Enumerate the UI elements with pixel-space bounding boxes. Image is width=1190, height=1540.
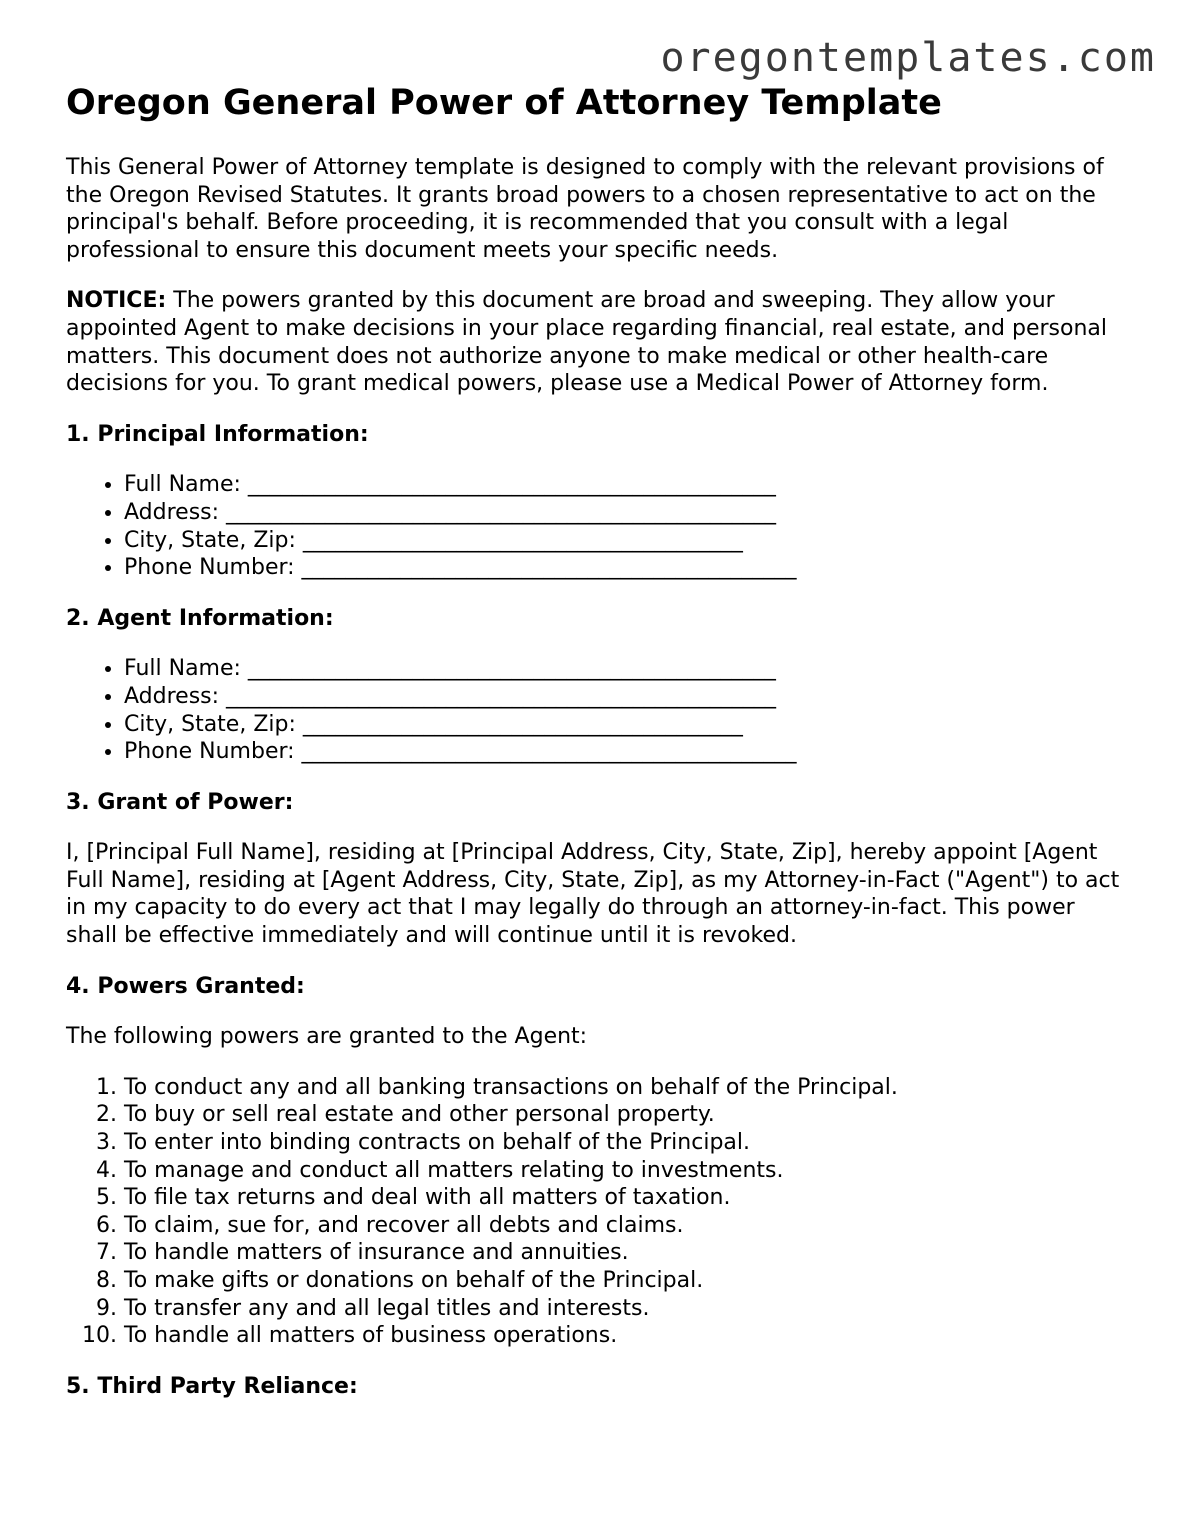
principal-fields-list — [66, 471, 1126, 581]
section-heading-agent: 2. Agent Information: — [66, 605, 334, 631]
notice-text: The powers granted by this document are broad and sweeping. They allow your appointed Agent to make decisions in your place regarding financial, real estate, and personal matters. This document does not authorize anyone to make medical or other health-care decisions for you. To grant medical powers, please use a Medical Power of Attorney form. — [66, 288, 1107, 397]
powers-list — [66, 1074, 1126, 1350]
agent-phone-field: • Phone Number: _____________________________________________ — [124, 738, 1126, 766]
principal-phone-field: • Phone Number: _____________________________________________ — [124, 554, 1126, 582]
principal-city-state-zip-field: • City, State, Zip: ________________________________________ — [124, 527, 1126, 555]
power-item: 2. To buy or sell real estate and other personal property. — [124, 1101, 1126, 1129]
power-item: 4. To manage and conduct all matters relating to investments. — [124, 1157, 1126, 1185]
section-heading-powers: 4. Powers Granted: — [66, 973, 305, 999]
agent-address-field: • Address: __________________________________________________ — [124, 683, 1126, 711]
agent-city-state-zip-field: • City, State, Zip: ________________________________________ — [124, 711, 1126, 739]
agent-full-name-field: • Full Name: ________________________________________________ — [124, 655, 1126, 683]
document-body — [66, 80, 1126, 1400]
principal-address-field: • Address: __________________________________________________ — [124, 499, 1126, 527]
intro-paragraph: This General Power of Attorney template is designed to comply with the relevant provisions of the Oregon Revised Statutes. It grants broad powers to a chosen representative to act on the principal's behalf. Before proceeding, it is recommended that you consult with a legal professional to ensure this document meets your specific needs. — [66, 155, 1104, 263]
section-heading-grant: 3. Grant of Power: — [66, 789, 294, 815]
power-item: 5. To file tax returns and deal with all matters of taxation. — [124, 1184, 1126, 1212]
power-item: 1. To conduct any and all banking transactions on behalf of the Principal. — [124, 1074, 1126, 1102]
power-item: 7. To handle matters of insurance and annuities. — [124, 1239, 1126, 1267]
notice-label: NOTICE: — [66, 288, 167, 314]
notice-paragraph — [66, 287, 1126, 397]
power-item: 6. To claim, sue for, and recover all debts and claims. — [124, 1212, 1126, 1240]
section-heading-third-party: 5. Third Party Reliance: — [66, 1373, 358, 1399]
site-watermark: oregontemplates.com — [660, 35, 1156, 81]
grant-paragraph: I, [Principal Full Name], residing at [Principal Address, City, State, Zip], hereby appoint [Agent Full Name], residing at [Agent Address, City, State, Zip], as my Attorney-in-Fact ("Agent") to act in my capacity to do every act that I may legally do through an attorney-in-fact. This power shall be effective immediately and will continue until it is revoked. — [66, 840, 1120, 949]
power-item: 3. To enter into binding contracts on behalf of the Principal. — [124, 1129, 1126, 1157]
powers-intro: The following powers are granted to the Agent: — [66, 1024, 588, 1050]
principal-full-name-field: • Full Name: ________________________________________________ — [124, 471, 1126, 499]
power-item: 9. To transfer any and all legal titles and interests. — [124, 1295, 1126, 1323]
agent-fields-list — [66, 655, 1126, 765]
power-item: 8. To make gifts or donations on behalf of the Principal. — [124, 1267, 1126, 1295]
section-heading-principal: 1. Principal Information: — [66, 421, 369, 447]
document-title: Oregon General Power of Attorney Template — [66, 83, 942, 123]
power-item: 10. To handle all matters of business operations. — [124, 1322, 1126, 1350]
